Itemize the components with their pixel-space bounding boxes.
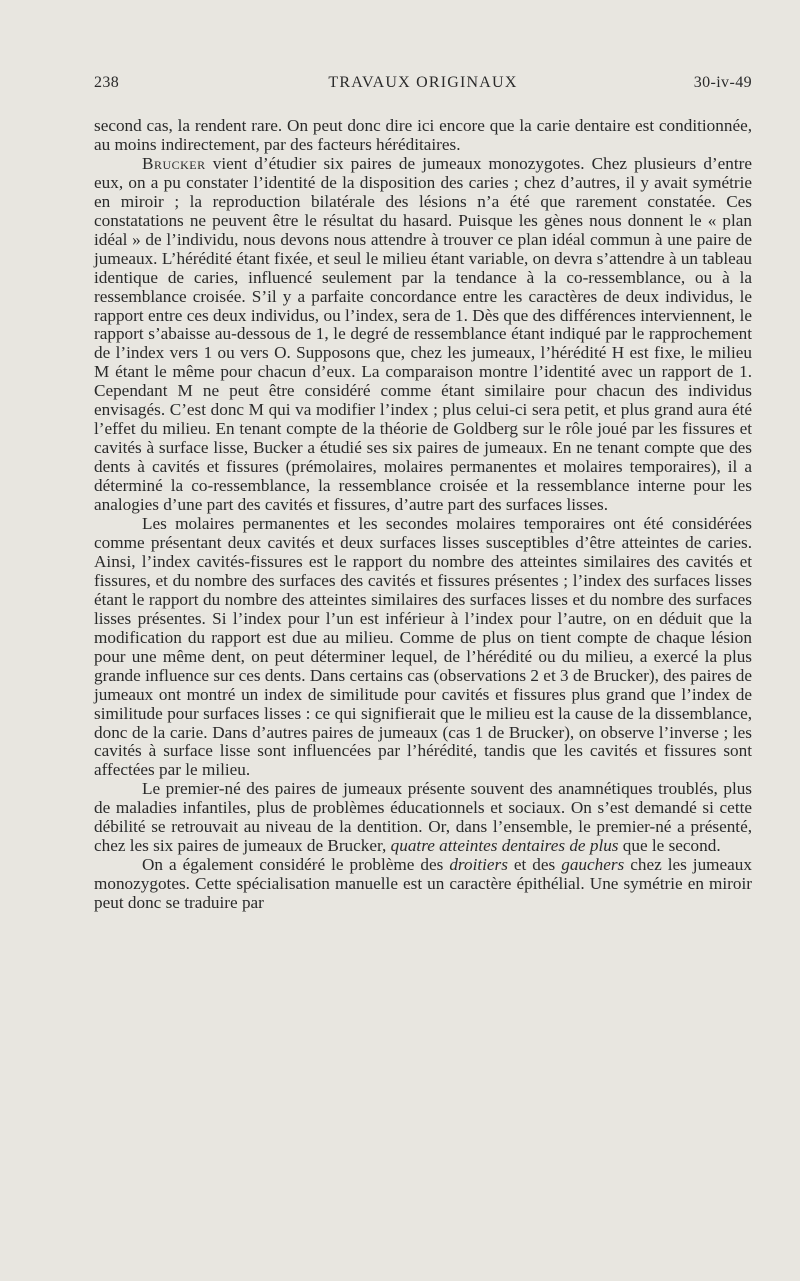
page-number: 238 [94, 74, 120, 91]
text-run: chez les jumeaux monozygotes. Cette spécialisation manuelle est un caractère épithélial. Une symétrie en miroir peut donc se traduire par [94, 855, 752, 913]
text-run: Le premier-né des paires de jumeaux présente souvent des anamnétiques troublés, plus de maladies infantiles, plus de problèmes éducationnels et sociaux. On s’est demandé si cette débilité se retrouvait au niveau de la dentition. Or, dans l’ensemble, le premier-né a présenté, chez les six paires de jumeaux de Brucker, [94, 779, 752, 856]
italic-run: gauchers [561, 855, 625, 875]
paragraph [94, 856, 752, 913]
issue-date: 30-iv-49 [693, 74, 752, 91]
text-run: que le second. [618, 836, 721, 856]
paragraph [94, 155, 752, 515]
running-title: TRAVAUX ORIGINAUX [328, 74, 518, 91]
italic-run: droitiers [449, 855, 508, 875]
paragraph [94, 515, 752, 780]
author-name: Brucker [142, 153, 206, 173]
paragraph-continuation [94, 117, 752, 155]
paragraph [94, 780, 752, 856]
text-run: Les molaires permanentes et les secondes molaires temporaires ont été considérées comme présentant deux cavités et deux surfaces lisses susceptibles d’être atteintes de caries. Ainsi, l’index cavités-fissures est le rapport du nombre des atteintes similaires des cavités et fissures, et du nombre des surfaces des cavités et fissures présentes ; l’index des surfaces lisses étant le rapport du nombre des atteintes similaires des surfaces lisses et du nombre des surfaces lisses présentes. Si l’index pour l’un est inférieur à l’index pour l’autre, on en déduit que la modification du rapport est due au milieu. Comme de plus on tient compte de chaque lésion pour une même dent, on peut déterminer lequel, de l’hérédité ou du milieu, a exercé la plus grande influence sur ces dents. Dans certains cas (observations 2 et 3 de Brucker), des paires de jumeaux ont montré un index de similitude pour cavités et fissures plus grand que l’index de similitude pour surfaces lisses : ce qui signifierait que le milieu est la cause de la dissemblance, donc de la carie. Dans d’autres paires de jumeaux (cas 1 de Brucker), on observe l’inverse ; les cavités à surface lisse sont influencées par l’hérédité, tandis que les cavités et fissures sont affectées par le milieu. [94, 514, 752, 780]
text-run: On a également considéré le problème des [142, 855, 450, 875]
italic-run: quatre atteintes dentaires de plus [390, 836, 619, 856]
text-run: second cas, la rendent rare. On peut donc dire ici encore que la carie dentaire est conditionnée, au moins indirectement, par des facteurs héréditaires. [94, 116, 752, 154]
body-text [94, 117, 752, 913]
text-run: et des [507, 855, 562, 875]
running-header [94, 74, 752, 94]
text-run: vient d’étudier six paires de jumeaux monozygotes. Chez plusieurs d’entre eux, on a pu constater l’identité de la disposition des caries ; chez d’autres, il y avait symétrie en miroir ; la reproduction bilatérale des lésions n’a été que rarement constatée. Ces constatations ne peuvent être le résultat du hasard. Puisque les gènes nous donnent le « plan idéal » de l’individu, nous devons nous attendre à trouver ce plan idéal commun à une paire de jumeaux. L’hérédité étant fixée, et seul le milieu étant variable, on devra s’attendre à un tableau identique de caries, influencé seulement par la tendance à la co-ressemblance, ou à la ressemblance croisée. S’il y a parfaite concordance entre les caractères de deux individus, le rapport entre ces deux individus, ou l’index, sera de 1. Dès que des différences interviennent, le rapport s’abaisse au-dessous de 1, le degré de ressemblance étant indiqué par le rapprochement de l’index vers 1 ou vers O. Supposons que, chez les jumeaux, l’hérédité H est fixe, le milieu M étant le même pour chacun d’eux. La comparaison montre l’identité avec un rapport de 1. Cependant M ne peut être considéré comme étant similaire pour chacun des individus envisagés. C’est donc M qui va modifier l’index ; plus celui-ci sera petit, et plus grand aura été l’effet du milieu. En tenant compte de la théorie de Goldberg sur le rôle joué par les fissures et cavités à surface lisse, Bucker a étudié ses six paires de jumeaux. En ne tenant compte que des dents à cavités et fissures (prémolaires, molaires permanentes et molaires temporaires), il a déterminé la co-ressemblance, la ressemblance croisée et la ressemblance interne pour les analogies d’une part des cavités et fissures, d’autre part des surfaces lisses. [94, 153, 752, 515]
